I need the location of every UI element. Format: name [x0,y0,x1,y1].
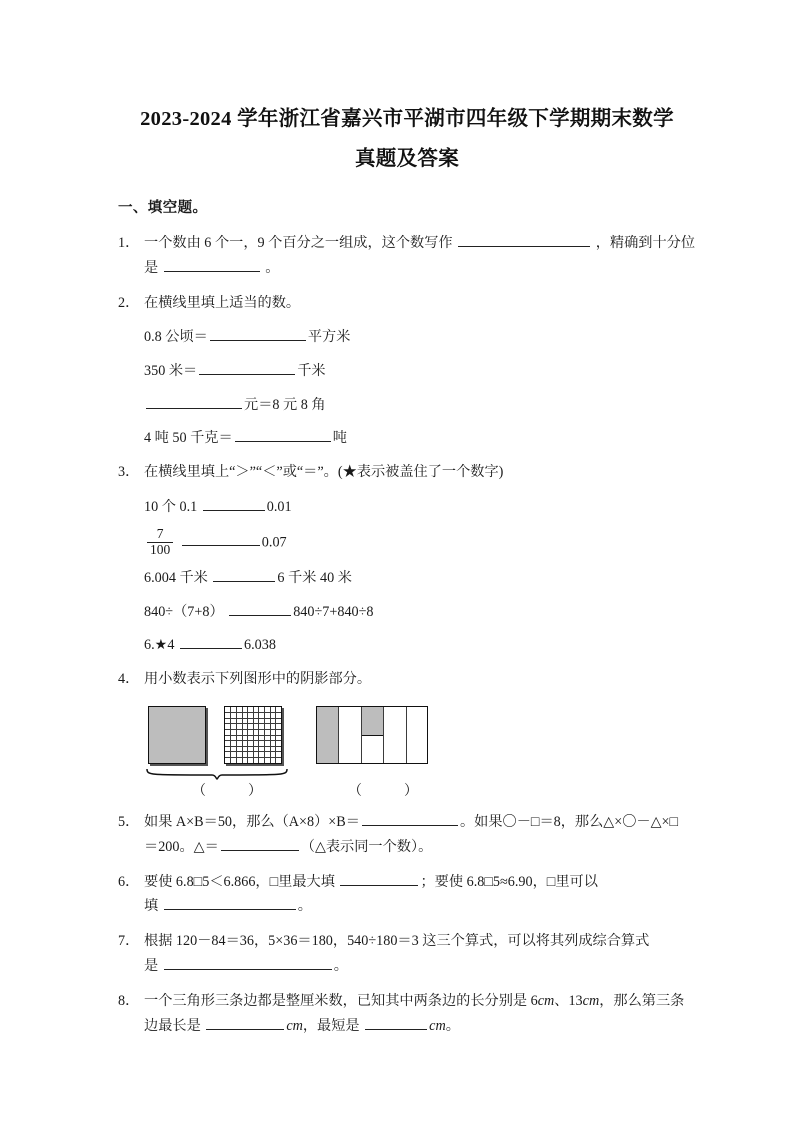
question-2-sub-2-right: 千米 [297,363,326,380]
question-3-sub-1 [144,495,696,521]
fraction-numerator: 7 [156,526,164,542]
shaded-square-figure [148,706,206,764]
figure-answer-paren-right[interactable] [348,780,418,800]
question-3-sub-2-right: 0.07 [261,534,287,551]
question-2-sub-4 [144,426,696,452]
hundred-grid-figure [224,706,282,764]
question-8-text-b: 、13 [554,992,583,1009]
question-2-sub-3-right: 元＝8 元 8 角 [244,396,326,413]
question-5-body-2 [144,835,696,860]
paren-close-right: ） [404,783,418,799]
question-3-sub-4-right: 840÷7+840÷8 [293,603,374,620]
question-1 [118,231,696,281]
question-8-body-2 [144,1014,696,1039]
question-3-sub-5-blank[interactable] [180,635,242,649]
question-2-sub-4-blank[interactable] [235,428,331,442]
question-3-sub-2 [144,528,696,558]
question-2-sub-2 [144,359,696,385]
question-2 [118,291,696,316]
question-3-sub-3 [144,566,696,592]
question-3-sub-4 [144,600,696,626]
question-8 [118,989,696,1039]
question-6-number: 6． [118,873,140,890]
question-5-body [144,810,696,835]
title-line-2: 真题及答案 [355,147,459,170]
question-7-text-c: 。 [333,958,348,975]
question-5-blank-1[interactable] [362,811,458,825]
question-3-sub-3-blank[interactable] [213,568,275,582]
question-3-sub-2-blank[interactable] [182,532,260,546]
question-5-text-d: （△表示同一个数）。 [300,838,433,855]
question-3-sub-5 [144,633,696,659]
question-6-text-b: ；要使 6.8□5≈6.90，□里可以 [420,873,598,890]
question-2-sub-2-left: 350 米＝ [144,363,198,380]
question-8-body [144,989,696,1014]
question-7-text-b: 是 [144,958,159,975]
question-2-sub-2-blank[interactable] [199,361,295,375]
question-2-sub-1 [144,325,696,351]
question-6-text-d: 。 [297,898,312,915]
question-1-blank-1[interactable] [458,232,590,246]
question-3-sub-1-left: 10 个 0.1 [144,498,198,515]
section-heading: 一、填空题。 [118,199,208,216]
question-4-number: 4． [118,670,140,687]
question-1-blank-2[interactable] [164,257,260,271]
question-3-sub-5-left: 6.★4 [144,637,175,654]
question-6-text-a: 要使 6.8□5＜6.866，□里最大填 [144,873,335,890]
question-1-text-a: 一个数由 6 个一，9 个百分之一组成，这个数写作 [144,234,453,251]
question-5-text-c: ＝200。△＝ [144,838,219,855]
question-8-unit-c: cm [286,1017,303,1034]
question-1-text-d: 。 [265,259,280,276]
question-3-sub-4-blank[interactable] [229,601,291,615]
question-2-sub-4-left: 4 吨 50 千克＝ [144,430,233,447]
question-5-blank-2[interactable] [221,836,299,850]
paren-open-right: （ [348,783,362,799]
question-3-number: 3． [118,463,140,480]
question-3-sub-1-right: 0.01 [266,498,292,515]
question-3-subitems [118,495,696,659]
question-3 [118,460,696,485]
question-4-text: 用小数表示下列图形中的阴影部分。 [144,670,372,687]
question-5-text-b: 。如果〇－□＝8，那么△×〇－△×□ [459,813,679,830]
question-8-blank-1[interactable] [206,1015,284,1029]
question-7-number: 7． [118,933,140,950]
question-3-sub-3-right: 6 千米 40 米 [277,570,352,587]
title-line-1: 2023-2024 学年浙江省嘉兴市平湖市四年级下学期期末数学 [140,108,674,130]
five-column-rect-figure [316,706,428,764]
page-title [118,100,696,180]
question-5 [118,810,696,860]
figure-brace-icon [146,768,288,780]
question-8-unit-d: cm [429,1017,446,1034]
paren-close-left: ） [248,783,262,799]
paren-open-left: （ [192,783,206,799]
question-7-text-a: 根据 120－84＝36，5×36＝180，540÷180＝3 这三个算式，可以将其列成综合算式 [144,933,650,950]
question-8-text-c: ，那么第三条 [599,992,685,1009]
question-8-text-a: 一个三角形三条边都是整厘米数，已知其中两条边的长分别是 6 [144,992,538,1009]
question-8-text-e: ，最短是 [302,1017,360,1034]
question-4-figures [118,702,696,806]
question-6-text-c: 填 [144,898,159,915]
question-3-sub-1-blank[interactable] [203,496,265,510]
question-2-subitems [118,325,696,451]
question-1-body-2 [144,256,696,281]
question-3-sub-3-left: 6.004 千米 [144,570,208,587]
question-5-text-a: 如果 A×B＝50，那么（A×8）×B＝ [144,813,360,830]
question-6-body-2 [144,894,696,919]
question-6 [118,870,696,920]
question-2-sub-3 [144,393,696,419]
question-2-number: 2． [118,294,140,311]
question-8-unit-b: cm [582,992,600,1009]
question-1-text-b: ，精确到十分位 [595,234,696,251]
question-1-text-c: 是 [144,259,159,276]
question-2-sub-4-right: 吨 [332,430,347,447]
question-3-text: 在横线里填上“＞”“＜”或“＝”。(★表示被盖住了一个数字) [144,463,504,480]
question-2-sub-1-left: 0.8 公顷＝ [144,329,208,346]
question-8-number: 8． [118,992,140,1009]
question-5-number: 5． [118,813,140,830]
question-7 [118,929,696,979]
question-3-sub-4-left: 840÷（7+8） [144,603,224,620]
question-2-sub-1-blank[interactable] [210,327,306,341]
question-1-number: 1． [118,234,140,251]
question-1-body [144,231,696,256]
question-6-blank-2[interactable] [164,896,296,910]
fraction-denominator: 100 [147,542,173,558]
question-7-body-2 [144,954,696,979]
question-3-sub-5-right: 6.038 [244,637,276,654]
question-2-sub-1-right: 平方米 [307,329,351,346]
question-2-text: 在横线里填上适当的数。 [144,294,301,311]
question-6-body [144,870,696,895]
question-6-blank-1[interactable] [340,871,418,885]
figure-answer-paren-left[interactable] [192,780,262,800]
question-2-sub-3-blank[interactable] [146,394,242,408]
fraction-seven-hundredths [147,527,173,557]
question-8-text-f: 。 [445,1017,460,1034]
question-8-blank-2[interactable] [365,1015,427,1029]
question-4 [118,667,696,692]
question-8-unit-a: cm [537,992,555,1009]
question-7-blank[interactable] [164,956,332,970]
question-8-text-d: 边最长是 [144,1017,201,1034]
